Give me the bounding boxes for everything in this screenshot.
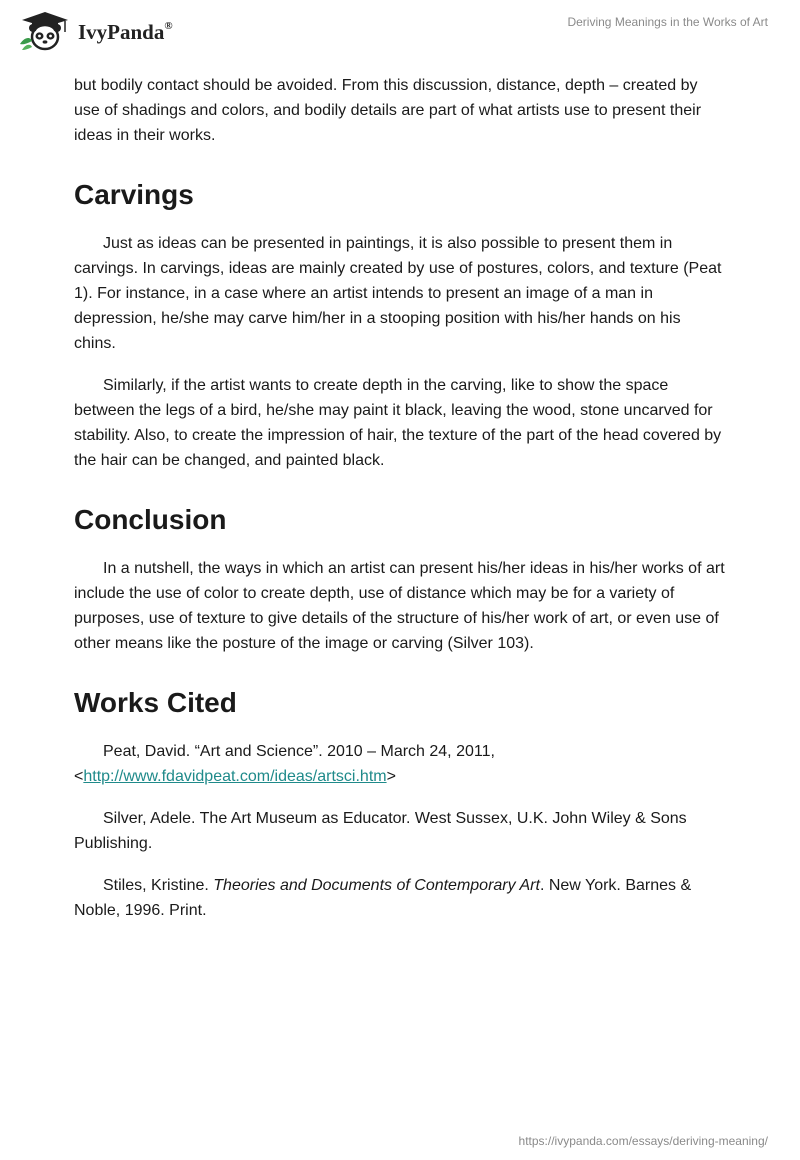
heading-conclusion: Conclusion (74, 504, 227, 535)
citation-peat: Peat, David. “Art and Science”. 2010 – March 24, 2011, <http://www.fdavidpeat.com/ideas/artsci.htm> (74, 743, 495, 785)
citation-silver: Silver, Adele. The Art Museum as Educator. West Sussex, U.K. John Wiley & Sons Publishing. (74, 810, 687, 852)
registered-mark: ® (164, 19, 173, 32)
conclusion-paragraph: In a nutshell, the ways in which an artist can present his/her ideas in his/her works of art include the use of color to create depth, use of distance which may be for a variety of purposes, use of texture to give details of the structure of his/her work of art, or even use of other means like the posture of the image or carving (Silver 103). (74, 560, 725, 652)
citation-stiles-title: Theories and Documents of Contemporary Art (213, 877, 540, 894)
panda-graduate-icon (16, 10, 74, 52)
citation-peat-link[interactable]: http://www.fdavidpeat.com/ideas/artsci.htm (83, 768, 387, 785)
logo-wordmark: IvyPanda® (78, 19, 173, 44)
carvings-paragraph-2: Similarly, if the artist wants to create depth in the carving, like to show the space between the legs of a bird, he/she may paint it black, leaving the wood, stone uncarved for stability. Also, to create the impression of hair, the texture of the part of the head covered by the hair can be changed, and painted black. (74, 377, 722, 469)
citation-stiles: Stiles, Kristine. Theories and Documents of Contemporary Art. New York. Barnes & Noble, 1996. Print. (74, 877, 692, 919)
document-title: Deriving Meanings in the Works of Art (567, 15, 768, 29)
essay-body (74, 73, 726, 923)
footer-source-url[interactable]: https://ivypanda.com/essays/deriving-meaning/ (518, 1134, 768, 1148)
heading-works-cited: Works Cited (74, 687, 237, 718)
heading-carvings: Carvings (74, 179, 194, 210)
carvings-paragraph-1: Just as ideas can be presented in paintings, it is also possible to present them in carvings. In carvings, ideas are mainly created by use of postures, colors, and texture (Peat 1). For instance, in a case where an artist intends to present an image of a man in depression, he/she may carve him/her in a stooping position with his/her hands on his chins. (74, 235, 722, 352)
page-header (0, 0, 800, 60)
ivypanda-logo[interactable] (16, 10, 173, 52)
intro-paragraph: but bodily contact should be avoided. From this discussion, distance, depth – created by use of shadings and colors, and bodily details are part of what artists use to present their ideas in their works. (74, 77, 702, 144)
